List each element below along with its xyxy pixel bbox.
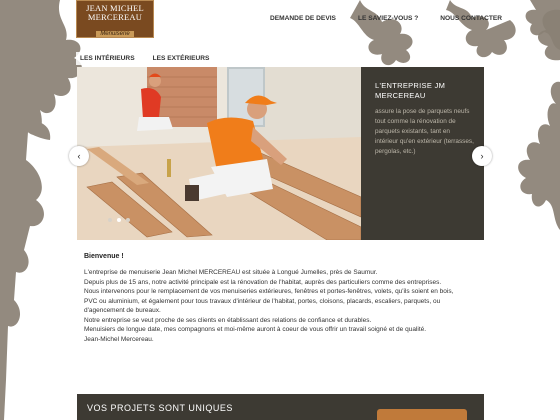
logo-line-2: MERCEREAU [87, 12, 143, 22]
nav-link-saviez-vous[interactable]: LE SAVIEZ-VOUS ? [357, 15, 419, 22]
nav-link-devis[interactable]: DEMANDE DE DEVIS [270, 15, 336, 22]
hero-slider [77, 67, 484, 240]
nav-link-interieurs[interactable]: LES INTÉRIEURS [76, 52, 139, 65]
projects-banner-button[interactable] [377, 409, 467, 420]
logo-line-1: JEAN MICHEL [86, 3, 144, 13]
slider-dot-2[interactable] [117, 218, 121, 222]
top-navigation [270, 15, 502, 22]
welcome-paragraph-5: Menuisiers de longue date, mes compagnons et moi-même auront à coeur de vous offrir un travail soigné et de qualité. [84, 326, 427, 333]
welcome-paragraph-3: Nous intervenons pour le remplacement de vos menuiseries extérieures, fenêtres et portes-fenêtres, volets, qu'ils soient en bois, PVC ou aluminium, et également pour tous travaux d'intérieur de l'habitat, portes, cloisons, placards, escaliers, parquets, ou d'agencement de bureaux. [84, 288, 454, 314]
welcome-paragraph-2: Depuis plus de 15 ans, notre activité principale est la rénovation de l'habitat, auprès des particuliers comme des entreprises. [84, 278, 442, 286]
slider-dot-3[interactable] [126, 218, 130, 222]
projects-banner-title: VOS PROJETS SONT UNIQUES [87, 403, 233, 413]
nav-link-contact[interactable]: NOUS CONTACTER [440, 15, 503, 22]
slide-photo-parquet-installers [77, 67, 361, 240]
slider-prev-button[interactable] [69, 146, 89, 166]
slider-dot-1[interactable] [108, 218, 112, 222]
welcome-section [84, 253, 464, 344]
chevron-left-icon: ‹ [77, 151, 81, 161]
slide-caption-text: assure la pose de parquets neufs tout comme la rénovation de parquets existants, tant en intérieur qu'en extérieur (terrasses, pergolas, etc.) [375, 108, 474, 155]
slider-pagination [108, 218, 130, 222]
logo-tagline: Menuiserie [96, 31, 133, 37]
chevron-right-icon: › [480, 151, 484, 161]
welcome-paragraph-4: Notre entreprise se veut proche de ses clients en établissant des relations de confiance et durables. [84, 316, 372, 324]
welcome-heading: Bienvenue ! [84, 253, 124, 260]
welcome-signature: Jean-Michel Mercereau. [84, 335, 154, 343]
brand-logo[interactable] [76, 0, 154, 38]
slider-next-button[interactable] [472, 146, 492, 166]
nav-link-exterieurs[interactable]: LES EXTÉRIEURS [149, 52, 214, 65]
slide-caption-panel [361, 67, 484, 240]
category-navigation [76, 52, 213, 65]
welcome-paragraph-1: L'entreprise de menuiserie Jean Michel MERCEREAU est située à Longué Jumelles, près de Saumur. [84, 269, 378, 276]
slide-caption-title: L'ENTREPRISE JM MERCEREAU [375, 81, 446, 100]
